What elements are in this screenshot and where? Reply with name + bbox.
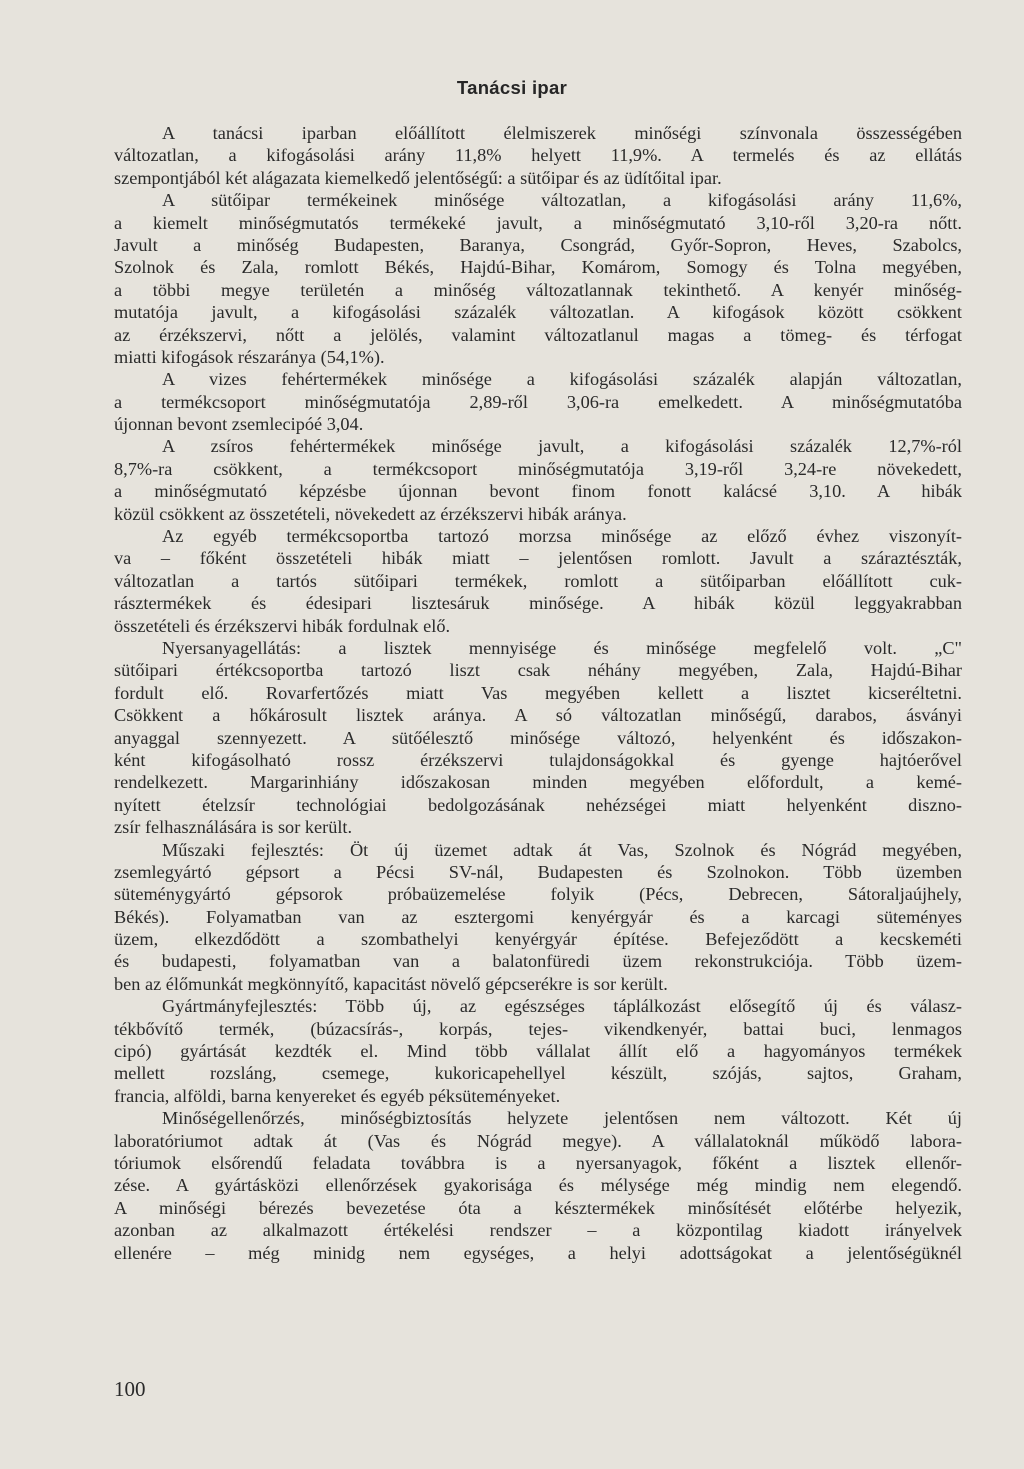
text-line: A minőségi bérezés bevezetése óta a késztermékek minősítését előtérbe helyezik, [114,1197,962,1218]
text-line: üzem, elkezdődött a szombathelyi kenyérgyár építése. Befejeződött a kecskeméti [114,929,962,950]
page-title: Tanácsi ipar [456,77,568,98]
text-line: változatlan a tartós sütőipari termékek, romlott a sütőiparban előállított cuk- [114,570,962,591]
text-line: A tanácsi iparban előállított élelmiszerek minőségi színvonala összességében [162,123,962,143]
text-line: a minőségmutató képzésbe újonnan bevont finom fonott kalácsé 3,10. A hibák [114,481,962,502]
page-number: 100 [114,1377,146,1401]
text-line: Csökkent a hőkárosult lisztek aránya. A só változatlan minőségű, darabos, ásványi [114,705,962,726]
text-line: 8,7%-ra csökkent, a termékcsoport minőségmutatója 3,19-ről 3,24-re növekedett, [114,458,962,479]
text-line: va – főként összetételi hibák miatt – jelentősen romlott. Javult a száraztészták, [114,548,962,569]
text-line: mutatója javult, a kifogásolási százalék változatlan. A kifogások között csökkent [114,302,962,323]
paragraph [114,189,962,368]
text-line: francia, alföldi, barna kenyereket és egyéb péksüteményeket. [114,1085,561,1106]
paragraph [114,368,962,435]
text-line: miatti kifogások részaránya (54,1%). [114,346,385,367]
text-line: anyaggal szennyezett. A sütőélesztő minősége változó, helyenként és időszakon- [114,727,962,748]
text-line: mellett rozsláng, csemege, kukoricapehellyel készült, szójás, sajtos, Graham, [114,1063,962,1084]
text-line: azonban az alkalmazott értékelési rendszer – a központilag kiadott irányelvek [114,1220,962,1241]
text-line: A sütőipar termékeinek minősége változatlan, a kifogásolási arány 11,6%, [162,190,962,211]
paragraph [114,525,962,637]
text-line: zsemlegyártó gépsort a Pécsi SV-nál, Budapesten és Szolnokon. Több üzemben [114,861,962,882]
text-line: süteménygyártó gépsorok próbaüzemelése folyik (Pécs, Debrecen, Sátoraljaújhely, [114,884,962,905]
text-line: a többi megye területén a minőség változatlannak tekinthető. A kenyér minőség- [114,279,962,300]
text-line: rásztermékek és édesipari lisztesáruk minősége. A hibák közül leggyakrabban [114,593,962,614]
text-line: és budapesti, folyamatban van a balatonfüredi üzem rekonstrukciója. Több üzem- [114,951,962,972]
text-line: A vizes fehértermékek minősége a kifogásolási százalék alapján változatlan, [162,369,962,390]
text-line: ellenére – még minidg nem egységes, a helyi adottságokat a jelentőségüknél [114,1242,962,1263]
text-line: újonnan bevont zsemlecipóé 3,04. [114,414,364,435]
text-line: Szolnok és Zala, romlott Békés, Hajdú-Bihar, Komárom, Somogy és Tolna megyében, [114,257,962,278]
text-line: a kiemelt minőségmutatós termékeké javult, a minőségmutató 3,10-ről 3,20-ra nőtt. [114,212,962,233]
text-line: változatlan, a kifogásolási arány 11,8% helyett 11,9%. A termelés és az ellátás [114,145,962,166]
text-line: zése. A gyártásközi ellenőrzések gyakorisága és mélysége még mindig nem elegendő. [114,1175,962,1196]
text-line: ben az élőmunkát megkönnyítő, kapacitást növelő gépcserékre is sor került. [114,973,668,994]
paragraph [114,435,962,525]
text-line: tóriumok elsőrendű feladata továbbra is a nyersanyagok, főként a lisztek ellenőr- [114,1152,962,1173]
text-line: sütőipari értékcsoportba tartozó liszt csak néhány megyében, Zala, Hajdú-Bihar [114,660,962,681]
text-line: Az egyéb termékcsoportba tartozó morzsa minősége az előző évhez viszonyít- [162,526,962,547]
text-line: szempontjából két alágazata kiemelkedő jelentőségű: a sütőipar és az üdítőital ipar. [114,167,722,188]
paragraph [114,839,962,996]
paragraph [114,1107,962,1264]
text-line: rendelkezett. Margarinhiány időszakosan minden megyében előfordult, a kemé- [114,772,962,793]
text-line: A zsíros fehértermékek minősége javult, a kifogásolási százalék 12,7%-ról [162,436,962,457]
body-text [114,122,962,1264]
text-line: a termékcsoport minőségmutatója 2,89-ről 3,06-ra emelkedett. A minőségmutatóba [114,391,962,412]
paragraph [114,995,962,1107]
text-line: cipó) gyártását kezdték el. Mind több vállalat állít elő a hagyományos termékek [114,1041,962,1062]
paragraph [114,637,962,839]
paragraph [114,122,962,189]
text-line: Nyersanyagellátás: a lisztek mennyisége és minősége megfelelő volt. „C" [162,637,962,658]
text-line: Gyártmányfejlesztés: Több új, az egészséges táplálkozást elősegítő új és válasz- [162,996,962,1017]
text-line: ként kifogásolható rossz érzékszervi tulajdonságokkal és gyenge hajtóerővel [114,749,962,770]
text-line: Minőségellenőrzés, minőségbiztosítás helyzete jelentősen nem változott. Két új [162,1108,962,1129]
text-line: Békés). Folyamatban van az esztergomi kenyérgyár és a karcagi süteményes [114,906,962,927]
text-line: Műszaki fejlesztés: Öt új üzemet adtak át Vas, Szolnok és Nógrád megyében, [162,839,962,860]
text-line: tékbővítő termék, (búzacsírás-, korpás, tejes- vikendkenyér, battai buci, lenmagos [114,1018,962,1039]
text-line: fordult elő. Rovarfertőzés miatt Vas megyében kellett a lisztet kicseréltetni. [114,682,962,703]
text-line: nyített ételzsír technológiai bedolgozásának nehézségei miatt helyenként diszno- [114,794,962,815]
text-line: Javult a minőség Budapesten, Baranya, Csongrád, Győr-Sopron, Heves, Szabolcs, [114,234,962,255]
text-line: összetételi és érzékszervi hibák fordulnak elő. [114,615,451,636]
text-line: zsír felhasználására is sor került. [114,817,353,838]
text-line: közül csökkent az összetételi, növekedett az érzékszervi hibák aránya. [114,503,627,524]
text-line: az érzékszervi, nőtt a jelölés, valamint változatlanul magas a tömeg- és térfogat [114,324,962,345]
text-line: laboratóriumot adtak át (Vas és Nógrád megye). A vállalatoknál működő labora- [114,1130,962,1151]
